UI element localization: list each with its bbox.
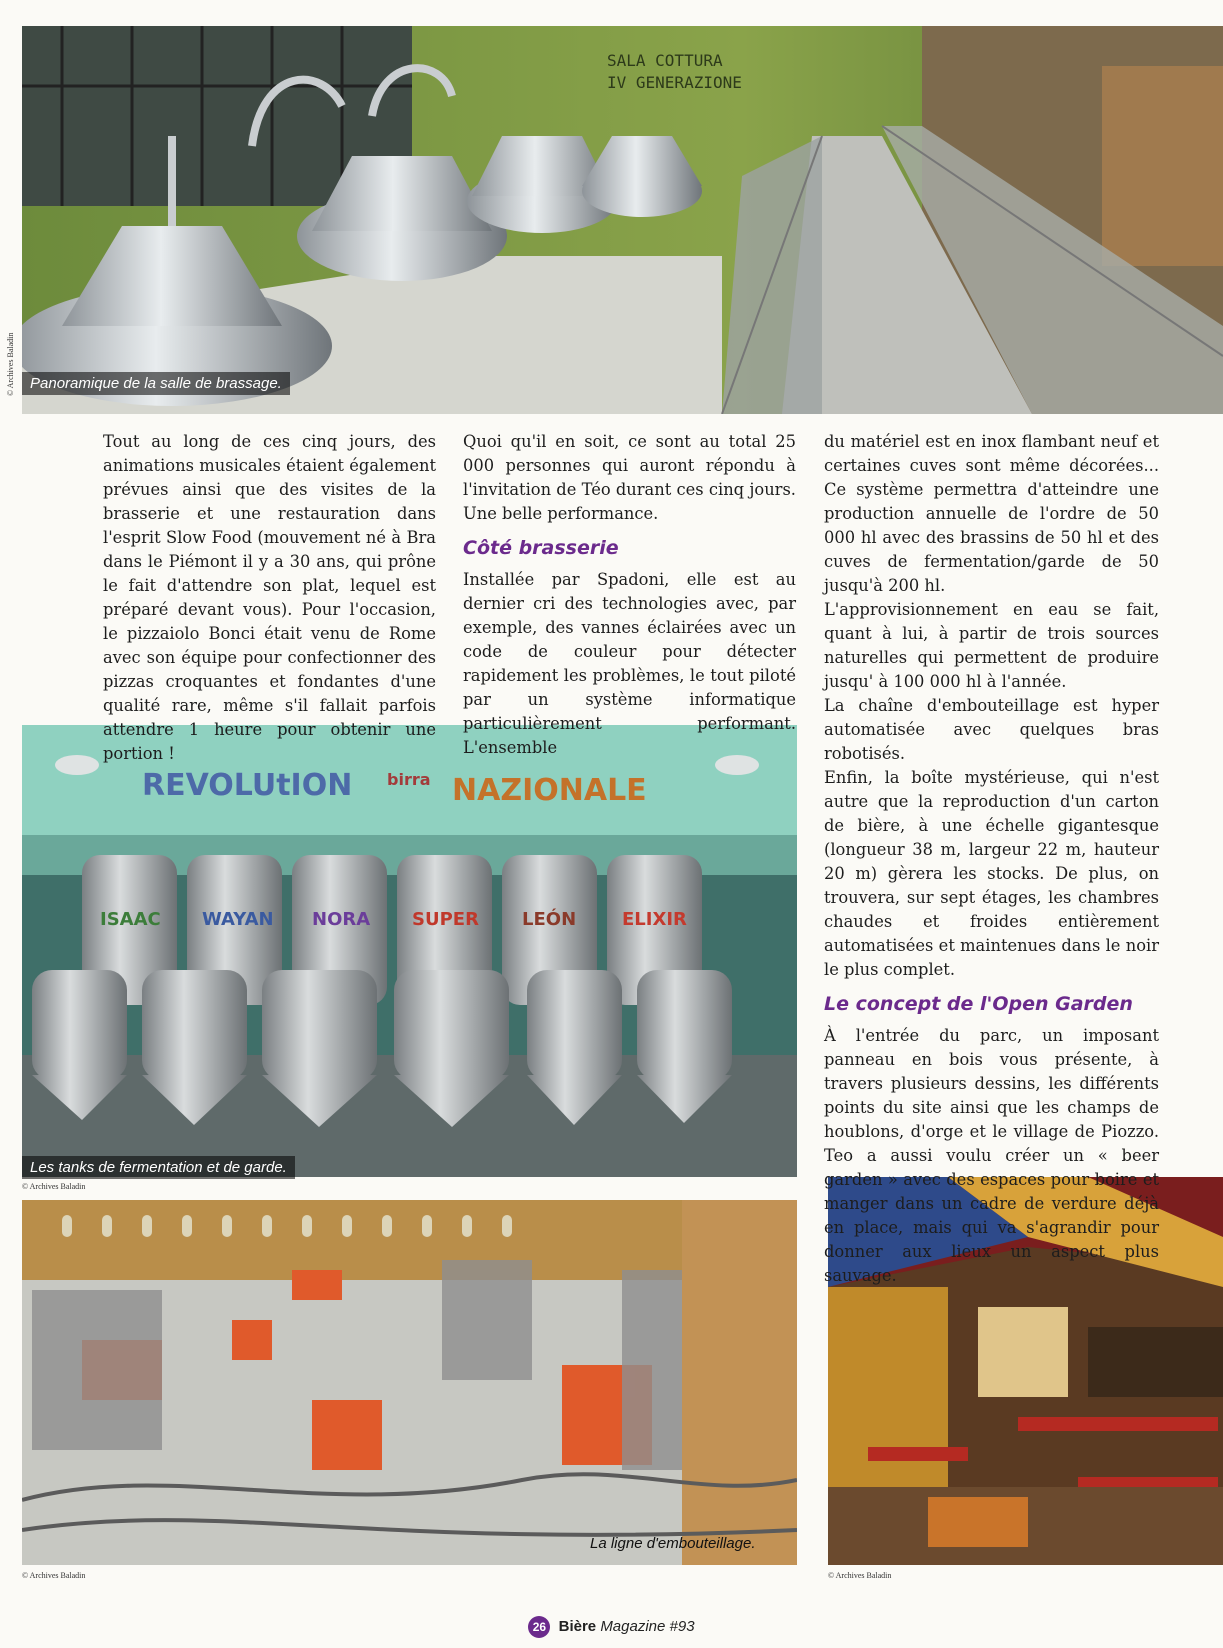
article-column-3 [824, 430, 1159, 1288]
article-paragraph: La chaîne d'embouteillage est hyper automatisée avec quelques bras robotisés. [824, 696, 1159, 763]
section-heading-brasserie: Côté brasserie [463, 537, 619, 559]
article-paragraph: À l'entrée du parc, un imposant panneau en bois vous présente, à travers plusieurs dessins, les différents points du site ainsi que les champs de houblons, d'orge et le village de Piozzo. Teo a aussi voulu créer un « beer garden » avec des espaces pour boire et manger dans un cadre de verdure déjà en place, mais qui va s'agrandir pour donner aux lieux un aspect plus sauvage. [824, 1026, 1159, 1285]
magazine-subtitle: Magazine [600, 1617, 666, 1635]
bottling-line-photo [22, 1200, 797, 1565]
tanks-caption: Les tanks de fermentation et de garde. [22, 1156, 295, 1179]
tank-label: ISAAC [100, 909, 161, 930]
tanks-wall-text-2: birra [387, 770, 431, 789]
section-heading-open-garden: Le concept de l'Open Garden [824, 993, 1133, 1015]
tank-label: WAYAN [202, 909, 274, 930]
article-column-1 [103, 430, 436, 766]
tank-label: ELIXIR [622, 909, 687, 930]
tanks-credit: © Archives Baladin [22, 1182, 86, 1191]
article-paragraph: Installée par Spadoni, elle est au dernier cri des technologies avec, par exemple, des vannes éclairées avec un code de couleur pour détecter rapidement les problèmes, le tout piloté par un système informatique particulièrement performant. L'ensemble [463, 570, 796, 757]
fermentation-tanks-photo [22, 725, 797, 1177]
brewhouse-wall-line: SALA COTTURA [607, 51, 723, 70]
brewhouse-photo [22, 26, 1223, 414]
article-column-2 [463, 430, 796, 760]
tank-label: LEÓN [522, 909, 577, 930]
article-paragraph: Tout au long de ces cinq jours, des animations musicales étaient également prévues ainsi que des visites de la brasserie et une restauration dans l'esprit Slow Food (mouvement né à Bra dans le Piémont il y a 30 ans, qui prône le fait d'attendre son plat, lequel est préparé devant vous). Pour l'occasion, le pizzaiolo Bonci était venu de Rome avec son équipe pour confectionner des pizzas croquantes et fondantes d'une qualité rare, même s'il fallait parfois attendre 1 heure pour obtenir une portion ! [103, 432, 436, 763]
brewhouse-credit: © Archives Baladin [6, 332, 15, 396]
article-paragraph: L'approvisionnement en eau se fait, quant à lui, à partir de trois sources naturelles qui permettent de produire jusqu' à 100 000 hl à l'année. [824, 600, 1159, 691]
page-footer [0, 1616, 1223, 1638]
article-paragraph: Quoi qu'il en soit, ce sont au total 25 000 personnes qui auront répondu à l'invitation de Téo durant ces cinq jours. Une belle performance. [463, 432, 796, 523]
issue-number: #93 [669, 1617, 695, 1635]
tank-label: SUPER [412, 909, 479, 930]
bottling-credit: © Archives Baladin [22, 1571, 86, 1580]
tank-label: NORA [312, 909, 371, 930]
brewhouse-wall-line: IV GENERAZIONE [607, 73, 742, 92]
article-paragraph: Enfin, la boîte mystérieuse, qui n'est autre que la reproduction d'un carton de bière, à une échelle gigantesque (longueur 38 m, largeur 22 m, hauteur 20 m) gèrera les stocks. De plus, on trouvera, sur sept étages, les chambres chaudes et froides entièrement automatisées et maintenues dans le noir le plus complet. [824, 768, 1159, 979]
page-number: 26 [528, 1616, 550, 1638]
beer-garden-credit: © Archives Baladin [828, 1571, 892, 1580]
brewhouse-caption: Panoramique de la salle de brassage. [22, 372, 290, 395]
magazine-name: Bière [558, 1617, 597, 1635]
bottling-caption: La ligne d'embouteillage. [590, 1535, 756, 1552]
article-paragraph: du matériel est en inox flambant neuf et certaines cuves sont même décorées... Ce système permettra d'atteindre une production annuelle de l'ordre de 50 000 hl avec des brassins de 50 hl et des cuves de fermentation/garde de 50 jusqu'à 200 hl. [824, 432, 1159, 595]
tanks-wall-text-1: REVOLUtION [142, 768, 353, 803]
tanks-wall-text-3: NAZIONALE [452, 773, 647, 808]
